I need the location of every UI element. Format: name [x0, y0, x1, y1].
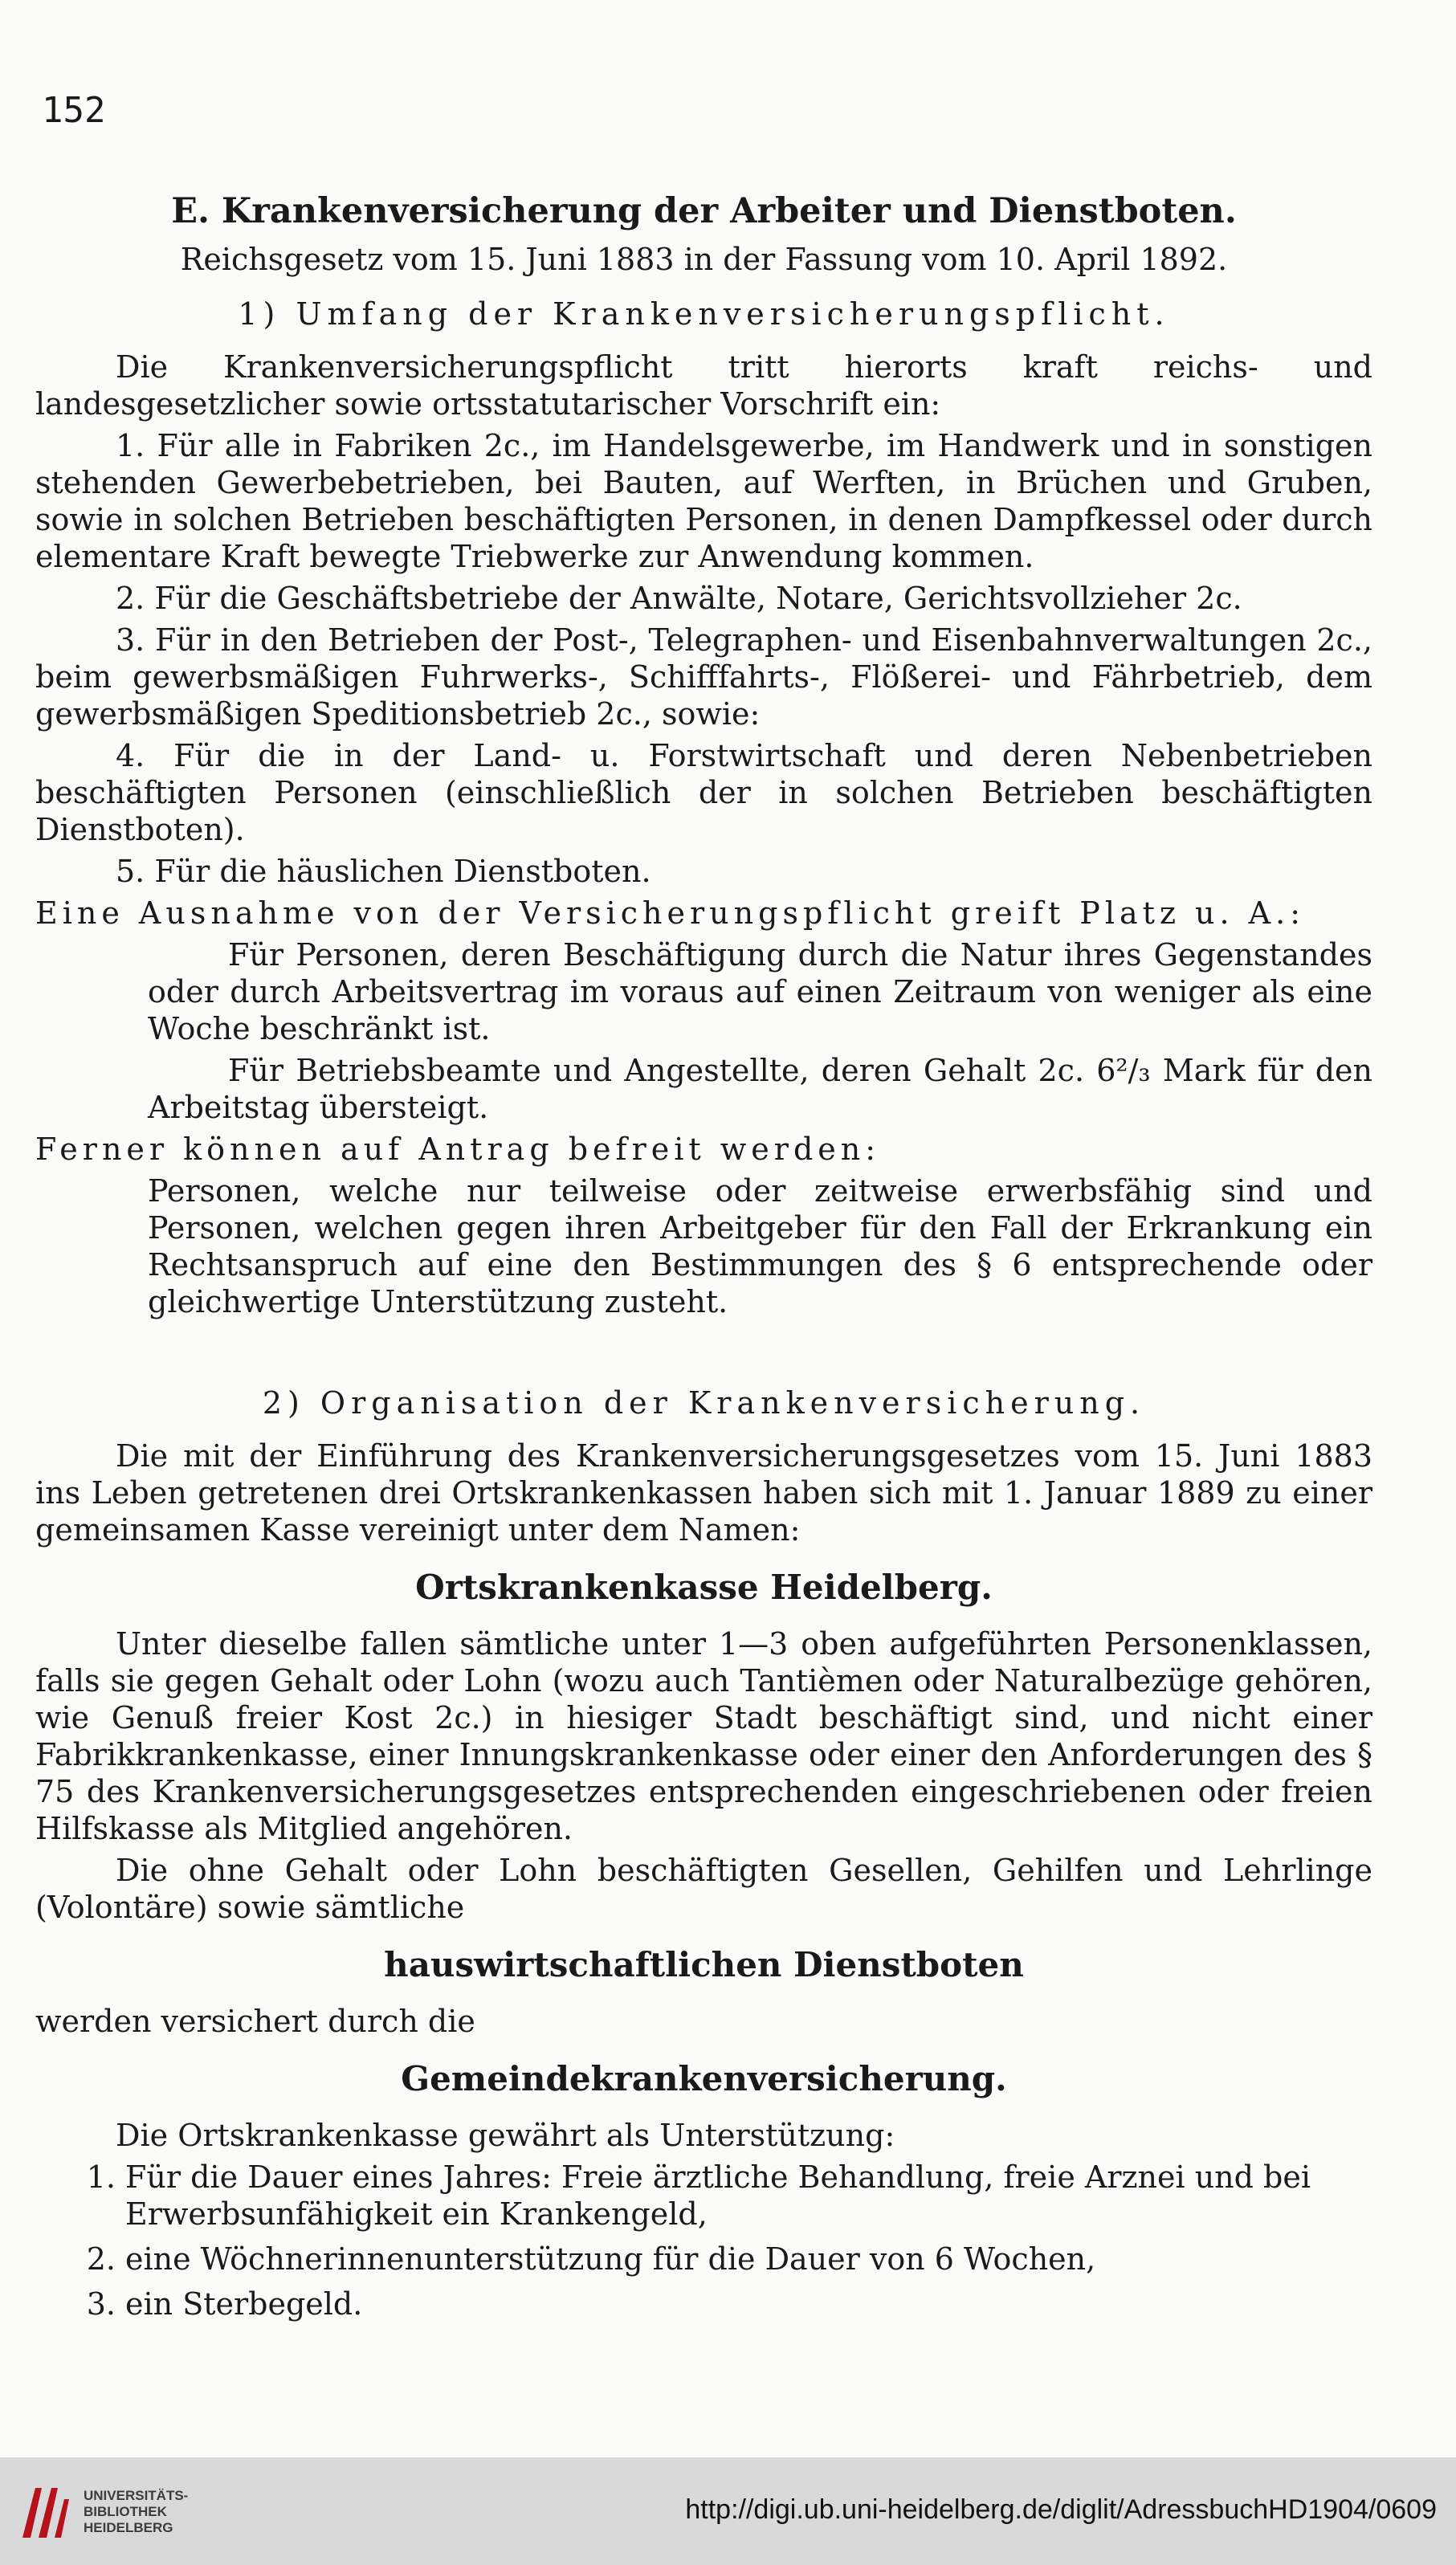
item-text: Für die Dauer eines Jahres: Freie ärztliche Behandlung, freie Arznei und bei Erwerbsunfähigkeit ein Krankengeld, [125, 2159, 1311, 2232]
item-number: 1. [86, 2159, 116, 2195]
support-intro: Die Ortskrankenkasse gewährt als Unterstützung: [116, 2118, 895, 2153]
exempt-heading: Ferner können auf Antrag befreit werden: [35, 1132, 881, 1167]
exception-item: Für Personen, deren Beschäftigung durch die Natur ihres Gegenstandes oder durch Arbeitsvertrag im voraus auf einen Zeitraum von weniger als eine Woche beschränkt ist. [148, 937, 1372, 1046]
library-name [84, 2488, 188, 2536]
library-name-line: HEIDELBERG [84, 2520, 173, 2535]
section-2-heading: 2) Organisation der Krankenversicherung. [262, 1385, 1146, 1421]
item-number: 2. [86, 2241, 116, 2277]
list-item: 5. Für die häuslichen Dienstboten. [116, 854, 651, 889]
section-2-paragraph: Die ohne Gehalt oder Lohn beschäftigten Gesellen, Gehilfen und Lehrlinge (Volontäre) sowie sämtliche [35, 1853, 1372, 1925]
section-2-intro: Die mit der Einführung des Krankenversicherungsgesetzes vom 15. Juni 1883 ins Leben getretenen drei Ortskrankenkassen haben sich mit 1. Januar 1889 zu einer gemeinsamen Kasse vereinigt unter dem Namen: [35, 1438, 1372, 1548]
support-list [35, 2159, 1372, 2322]
page-number: 152 [42, 90, 106, 131]
section-1-heading: 1) Umfang der Krankenversicherungspflicht. [238, 296, 1170, 332]
list-item [35, 2241, 1372, 2278]
library-logo-icon [14, 2481, 75, 2543]
section-title: E. Krankenversicherung der Arbeiter und Dienstboten. [171, 191, 1237, 231]
exception-heading: Eine Ausnahme von der Versicherungspflicht greift Platz u. A.: [35, 895, 1306, 931]
list-item [35, 2286, 1372, 2322]
exempt-text: Personen, welche nur teilweise oder zeitweise erwerbsfähig sind und Personen, welchen gegen ihren Arbeitgeber für den Fall der Erkrankung ein Rechtsanspruch auf eine den Bestimmungen des § 6 entsprechende oder gleichwertige Unterstützung zusteht. [148, 1173, 1372, 1319]
library-name-line: UNIVERSITÄTS- [84, 2488, 189, 2503]
list-item: 3. Für in den Betrieben der Post-, Telegraphen- und Eisenbahnverwaltungen 2c., beim gewerbsmäßigen Fuhrwerks-, Schifffahrts-, Flößerei- und Fährbetrieb, dem gewerbsmäßigen Speditionsbetrieb 2c., sowie: [35, 622, 1372, 732]
list-item: 4. Für die in der Land- u. Forstwirtschaft und deren Nebenbetrieben beschäftigten Personen (einschließlich der in solchen Betrieben beschäftigten Dienstboten). [35, 738, 1372, 847]
item-text: eine Wöchnerinnenunterstützung für die Dauer von 6 Wochen, [125, 2241, 1096, 2277]
dienstboten-heading: hauswirtschaftlichen Dienstboten [384, 1945, 1024, 1984]
gemeinde-heading: Gemeindekrankenversicherung. [401, 2059, 1007, 2098]
permalink-link[interactable]: http://digi.ub.uni-heidelberg.de/diglit/AdressbuchHD1904/0609 [685, 2494, 1437, 2525]
list-item [35, 2159, 1372, 2233]
versichert-line: werden versichert durch die [35, 2004, 475, 2039]
document-body [35, 193, 1372, 2331]
kasse-name: Ortskrankenkasse Heidelberg. [415, 1568, 993, 1607]
law-reference: Reichsgesetz vom 15. Juni 1883 in der Fassung vom 10. April 1892. [180, 242, 1228, 277]
list-item: 1. Für alle in Fabriken 2c., im Handelsgewerbe, im Handwerk und in sonstigen stehenden Gewerbebetrieben, bei Bauten, auf Werften, in Brüchen und Gruben, sowie in solchen Betrieben beschäftigten Personen, in denen Dampfkessel oder durch elementare Kraft bewegte Triebwerke zur Anwendung kommen. [35, 428, 1372, 574]
spacer [35, 1325, 1372, 1367]
section-2-paragraph: Unter dieselbe fallen sämtliche unter 1—3 oben aufgeführten Personenklassen, falls sie gegen Gehalt oder Lohn (wozu auch Tantièmen oder Naturalbezüge gehören, wie Genuß freier Kost 2c.) in hiesiger Stadt beschäftigt sind, und nicht einer Fabrikkrankenkasse, einer Innungskrankenkasse oder einer den Anforderungen des § 75 des Krankenversicherungsgesetzes entsprechenden eingeschriebenen oder freien Hilfskasse als Mitglied angehören. [35, 1626, 1372, 1846]
library-name-line: BIBLIOTHEK [84, 2504, 167, 2519]
exception-item: Für Betriebsbeamte und Angestellte, deren Gehalt 2c. 6²/₃ Mark für den Arbeitstag übersteigt. [148, 1053, 1372, 1125]
item-text: ein Sterbegeld. [125, 2286, 363, 2322]
section-1-intro: Die Krankenversicherungspflicht tritt hierorts kraft reichs- und landesgesetzlicher sowie ortsstatutarischer Vorschrift ein: [35, 349, 1372, 422]
viewer-footer [0, 2457, 1456, 2565]
item-number: 3. [86, 2286, 116, 2322]
list-item: 2. Für die Geschäftsbetriebe der Anwälte, Notare, Gerichtsvollzieher 2c. [116, 581, 1242, 616]
